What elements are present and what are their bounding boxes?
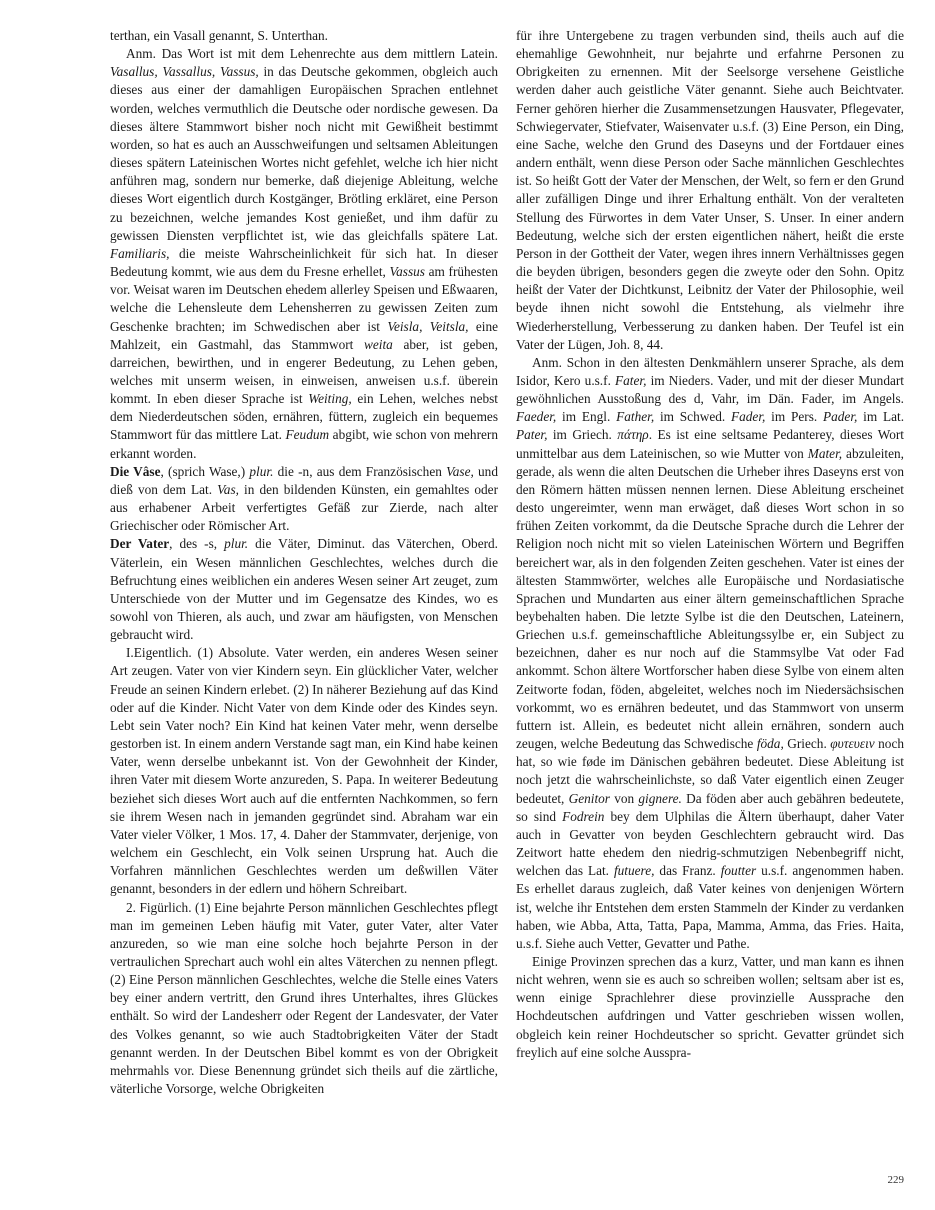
- text-run: von: [609, 790, 639, 806]
- italic-term: Pader,: [823, 409, 858, 425]
- italic-term: Fader,: [731, 409, 766, 425]
- italic-term: Fater,: [615, 372, 647, 388]
- text-run: ein Lehen, welches nebst dem Niederdeutschen söden, ernähren, füttern, zugleich ein bequemes Stammwort für das mittlere Lat.: [110, 391, 498, 443]
- italic-term: Vas,: [217, 481, 239, 497]
- page-number: 229: [887, 1174, 904, 1186]
- dictionary-entry: [110, 535, 498, 644]
- text-run: u.s.f. angenommen haben. Es erhellet daraus zugleich, daß Vater keines von denjenigen Wörtern ist, welche ihr Entstehen dem ersten Stammeln der Kinder zu verdanken haben, wie Abba, Atta, Tatta, Papa, Mamma, Amma, das Fries. Haita, u.s.f. Siehe auch Vetter, Gevatter und Pathe.: [516, 863, 905, 951]
- text-run: im Pers.: [765, 409, 823, 425]
- headword: Die Vâse: [110, 463, 161, 479]
- italic-term: πάτηρ: [617, 427, 649, 443]
- italic-term: Faeder,: [516, 409, 557, 425]
- italic-term: plur.: [249, 463, 274, 479]
- text-run: im Griech.: [547, 427, 618, 443]
- text-run: Anm. Schon in den ältesten Denkmählern unserer Sprache, als dem Isidor, Kero u.s.f.: [516, 354, 904, 388]
- paragraph: [110, 45, 498, 463]
- paragraph: [110, 644, 498, 898]
- text-run: die Väter, Diminut. das Väterchen, Oberd. Väterlein, ein Wesen männlichen Geschlechtes, welches durch die Befruchtung eines weiblichen ein anderes Wesen seiner Art zeuget, zum Unterschiede von der Mutter und im Gegensatze des Kindes, wo es sowohl von Thieren, als auch, und zwar am häufigsten, von Menschen gebraucht wird.: [110, 536, 498, 643]
- text-run: im Lat.: [857, 409, 905, 425]
- italic-term: Fodrein: [562, 808, 605, 824]
- italic-term: Vase,: [446, 463, 474, 479]
- text-run: Einige Provinzen sprechen das a kurz, Vatter, und man kann es ihnen nicht wehren, wenn sie es auch so schreiben wollen; seltsam aber ist es, wenn einige Sprachlehrer diese provinzielle Aussprache den Hochdeutschen aufdringen und Vatter geschrieben wissen wollen, obgleich kein reiner Hochdeutscher so spricht. Gevatter gründet sich freylich auf eine solche Ausspra-: [516, 953, 904, 1060]
- continued-paragraph: [516, 27, 904, 354]
- text-run: in das Deutsche gekommen, obgleich auch dieses aus einer der damahligen Europäischen Sprachen entlehnet worden, welches vermuthlich die Deutsche oder nordische gewesen. Da dieses ältere Stammwort bisher noch nicht mit Gewißheit bestimmt worden, so hat es auch an Ausschweifungen und seltsamen Ableitungen dieses spätern Lateinischen Wortes nicht gefehlet, welche ich hier nicht anführen mag, sondern nur bemerke, daß diejenige Ableitung, welche dieses Wort eigentlich durch Kostgänger, Brötling erkläret, eine Person zu bezeichnen, welche jemandes Kost genießet, und ihm dafür zu gewissen Diensten verpflichtet ist, wie das gleichfalls spätere Lat.: [110, 64, 498, 243]
- text-run: im Engl.: [556, 409, 617, 425]
- italic-term: Mater,: [807, 445, 843, 461]
- text-run: , (sprich Wase,): [160, 463, 250, 479]
- text-run: terthan, ein Vasall genannt, S. Unterthan.: [110, 28, 328, 43]
- text-run: am frühesten vor. Weisat waren im Deutschen ehedem allerley Speisen und Eßwaaren, welche die Lehensleute dem Lehensherren zu gewissen Zeiten zum Geschenke brachten; im Schwedischen aber ist: [110, 264, 498, 334]
- text-run: bey dem Ulphilas die Ältern überhaupt, daher Vater auch in Gevatter von beyden Geschlechtern gebraucht wird. Das Zeitwort hatte ehedem den niedrig-schmutzigen Nebenbegriff nicht, welchen das Lat.: [516, 808, 904, 879]
- italic-term: Familiaris,: [110, 245, 170, 261]
- paragraph: [516, 953, 904, 1062]
- text-run: die -n, aus dem Französischen: [273, 463, 447, 479]
- text-run: abgibt, wie schon von mehrern erkannt worden.: [110, 427, 498, 461]
- right-column: [516, 27, 904, 1062]
- italic-term: gignere.: [638, 790, 682, 806]
- left-column: [110, 27, 498, 1098]
- continued-paragraph: [110, 27, 498, 45]
- italic-term: φυτευειν: [830, 736, 875, 752]
- text-run: aber, ist geben, darreichen, bewirthen, und in engerer Bedeutung, zu Lehen geben, welches mit unserm weisen, in einweisen, anweisen u.s.f. überein kommt. In eben dieser Sprache ist: [110, 336, 499, 407]
- text-run: in den bildenden Künsten, ein gemahltes oder aus erhabener Arbeit verfertigtes Gefäß zur Zierde, nach alter Griechischer oder Römischer Art.: [110, 481, 498, 534]
- italic-term: futuere,: [613, 863, 655, 879]
- italic-term: Veisla, Veitsla,: [387, 318, 469, 334]
- dictionary-entry: [110, 463, 498, 536]
- paragraph: [516, 354, 904, 953]
- text-run: Anm. Das Wort ist mit dem Lehenrechte aus dem mittlern Latein.: [126, 46, 498, 62]
- text-run: für ihre Untergebene zu tragen verbunden sind, theils auch auf die ehemahlige Gewohnheit, nur bejahrte und erfahrne Personen zu Obrigkeiten zu ernennen. Mit der Seelsorge versehene Geistliche werden daher auch geistliche Väter genannt. Siehe auch Beichtvater. Ferner gehören hierher die Zusammensetzungen Hausvater, Pflegevater, Schwiegervater, Stiefvater, Waisenvater u.s.f. (3) Eine Person, ein Ding, eine Sache, welche den Grund des Daseyns und der Fortdauer eines andern enthält, wenn diese Person oder Sache männlichen Geschlechtes ist. So heißt Gott der Vater der Menschen, der Welt, so fern er den Grund aller zufälligen Dinge und ihrer Erhaltung enthält. Von der veralteten Stellung des Fürwortes in dem Vater Unser, S. Unser. In einer andern Bedeutung, welche sich der ersten eigentlichen nähert, heißt die erste Person in der Gottheit der Vater, wegen ihres innern Verhältnisses gegen die beyden übrigen, besonders gegen die zweyte oder den Sohn. Opitz heißt der Vater der Dichtkunst, Leibnitz der Vater der Philosophie, weil beyde ihnen nicht sowohl die Entstehung, als vielmehr ihre Wiederherstellung, Verbesserung zu danken haben. Der Teufel ist ein Vater der Lügen, Joh. 8, 44.: [516, 28, 905, 352]
- italic-term: weita: [364, 336, 393, 352]
- italic-term: föda,: [756, 736, 784, 752]
- text-run: 2. Figürlich. (1) Eine bejahrte Person männlichen Geschlechtes pflegt man im gemeinen Leben häufig mit Vater, guter Vater, alter Vater anzureden, so wie man eine solche hoch bejahrte Person in der vertraulichen Sprechart auch wohl ein altes Väterchen zu nennen pflegt. (2) Eine Person männlichen Geschlechtes, welche die Stelle eines Vaters bey einer andern vertritt, den Grund ihres Unterhaltes, ihres Glückes enthält. So wird der Landesherr oder Regent der Landesvater, der Vater des Volkes genannt, so wie auch Stadtobrigkeiten Väter der Stadt genannt werden. In der Deutschen Bibel kommt es von der Obrigkeit mehrmahls vor. Diese Benennung gründet sich theils auf die zärtliche, väterliche Vorsorge, welche Obrigkeiten: [110, 899, 498, 1097]
- headword: Der Vater: [110, 536, 170, 552]
- text-run: im Schwed.: [654, 409, 731, 425]
- text-run: noch hat, so wie føde im Dänischen gebähren bedeutet. Diese Ableitung ist noch jetzt die wahrscheinlichste, so daß Vater eigentlich einen Zeuger bedeutet,: [516, 736, 905, 806]
- text-run: . Es ist eine seltsame Pedanterey, dieses Wort unmittelbar aus dem Lateinischen, so wie Mutter von: [516, 427, 904, 461]
- italic-term: Father,: [616, 409, 655, 425]
- italic-term: Feudum: [285, 427, 330, 443]
- italic-term: foutter: [720, 863, 757, 879]
- italic-term: Vasallus, Vassallus, Vassus,: [110, 64, 259, 80]
- text-run: im Nieders. Vader, und mit der dieser Mundart gewöhnlichen Ausstoßung des d, Vahr, im Dän. Fader, im Angels.: [516, 372, 904, 407]
- italic-term: Vassus: [389, 264, 425, 280]
- text-run: abzuleiten, gerade, als wenn die alten Deutschen die Urheber ihres Daseyns erst von den Römern hätten müssen nennen lernen. Diese Ableitung erscheinet desto ungereimter, wenn man erwäget, daß dieses Wort schon in so frühen Zeiten vorkommt, da die Deutsche Sprache durch die Lehrer der Religion noch nicht mit so vielen Lateinischen Wörtern und Begriffen bereichert war, als in den folgenden Zeiten geschehen. Vater ist eines der ältesten Stammwörter, welches alle Europäische und Nordasiatische Sprachen und Mundarten aus einer ältern gemeinschaftlichen Sprache beybehalten haben. Die letzte Sylbe ist die den Deutschen, Lateinern, Griechen u.s.f. gemeinschaftliche Ableitungssylbe er, ein Subject zu bezeichnen, daher es nur noch auf die Stammsylbe Vat oder Fad ankommt. Schon ältere Wortforscher haben diese Sylbe von einem alten Zeitworte fodan, föden, abgeleitet, welches noch im Niedersächsischen vorkommt, wo es ernähren bedeutet, und das Stammwort von unserm futtern ist. Allein, es bedeutet nicht allein ernähren, sondern auch zeugen, welche Bedeutung das Schwedische: [516, 445, 904, 752]
- text-run: Griech.: [783, 736, 831, 752]
- text-run: das Franz.: [654, 863, 721, 879]
- italic-term: Weiting,: [308, 391, 352, 407]
- paragraph: [110, 899, 498, 1099]
- text-run: , des -s,: [169, 536, 225, 552]
- italic-term: Pater,: [516, 427, 548, 443]
- italic-term: Genitor: [568, 790, 610, 806]
- text-run: eine Mahlzeit, ein Gastmahl, das Stammwort: [110, 318, 498, 352]
- text-run: und dieß von dem Lat.: [110, 463, 498, 497]
- italic-term: plur.: [224, 536, 249, 552]
- text-run: Da föden aber auch gebähren bedeutete, so sind: [516, 790, 905, 824]
- text-run: die meiste Wahrscheinlichkeit für sich hat. In dieser Bedeutung kommt, wie aus dem du Fresne erhellet,: [110, 245, 498, 280]
- text-run: I.Eigentlich. (1) Absolute. Vater werden, ein anderes Wesen seiner Art zeugen. Vater von vier Kindern seyn. Ein glücklicher Vater, welcher Freude an seinen Kindern erlebet. (2) In näherer Beziehung auf das Kind oder auf die Kinder. Nicht Vater von dem Kinde oder des Kindes seyn. Lebt sein Vater noch? Ein Kind hat keinen Vater mehr, wenn derselbe gestorben ist. In einem andern Verstande sagt man, ein Kind habe keinen Vater, wenn derselbe unbekannt ist. Von der Gewohnheit der Kinder, ihren Vater mit diesem Worte anzureden, S. Papa. In weiterer Bedeutung beziehet sich dieses Wort auch auf die entfernten Nachkommen, so fern sie ihrem Wesen nach in jemanden gegründet sind. Abraham war ein Vater vieler Völker, 1 Mos. 17, 4. Daher der Stammvater, derjenige, von welchem ein Geschlecht, ein Volk seinen Ursprung hat. Auch die Vorfahren männlichen Geschlechtes werden um deßwillen Väter genannt, besonders in der edlern und höhern Schreibart.: [110, 645, 498, 897]
